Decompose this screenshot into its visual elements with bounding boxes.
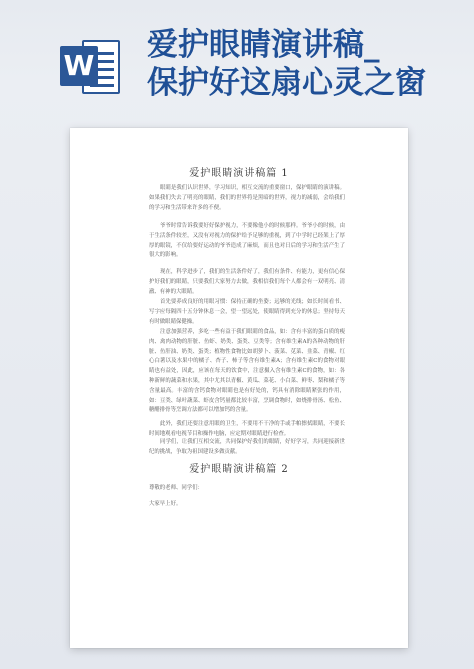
header-banner xyxy=(0,0,474,118)
word-document-icon xyxy=(60,36,122,98)
document-heading-1: 爱护眼睛演讲稿篇 1 xyxy=(189,168,289,179)
document-page xyxy=(70,128,408,648)
paragraph-4: 首先要养成良好的用眼习惯：保持正确的坐姿；远够的光线；如长时间看书、写字应每隔四十五分钟休息一会，望一望远处，使眼睛得到充分的休息；坚持每天有时做眼睛保健操。 xyxy=(149,299,345,325)
paragraph-1: 眼睛是我们认识世界，学习知识，相互交流的重要窗口，保护眼睛的演讲稿。如果我们失去了明亮的眼睛，我们的世界将是黑暗的世界，视力的减弱，会给我们的学习和生活带来许多的不便。 xyxy=(149,185,345,211)
paragraph-7: 同学们，让我们互相交流，共同保护好我们的眼睛，好好学习，共同迎接新世纪的挑战，争取为祖国建设多做贡献。 xyxy=(149,439,345,455)
paragraph-3: 现在，科学进步了，我们的生活条件好了，我们有条件、有能力，更有信心保护好我们的眼睛，只要我们大家努力去做，我相信我们每个人都会有一双明亮、清澈、有神的大眼睛。 xyxy=(149,269,345,295)
title-line-1: 爱护眼睛演讲稿_ xyxy=(147,27,380,63)
opening-line: 大家早上好。 xyxy=(149,501,182,507)
document-heading-2: 爱护眼睛演讲稿篇 2 xyxy=(189,464,289,475)
page-title xyxy=(147,26,467,102)
paragraph-6: 此外，我们还要注意用眼的卫生，不要用不干净的手或手帕擦拭眼睛，不要长时间地观看电视节目和操作电脑，应定期对眼睛进行检查。 xyxy=(149,421,345,437)
greeting-line: 尊敬的老师、同学们： xyxy=(149,485,203,491)
word-icon-letter: W xyxy=(60,46,98,86)
title-line-2: 保护好这扇心灵之窗 xyxy=(147,65,426,101)
paragraph-2: 爷爷时常告诉我要好好保护视力，不要像他小的时候那样。爷爷小的时候，由于生活条件较差，又没有对视力的保护给予足够的重视，到了中学时已经架上了厚厚的眼镜，不仅给要好运动的爷爷造成了麻烦，而且也对日后的学习和生活产生了很大的影响。 xyxy=(149,223,345,259)
paragraph-5: 注意加强营养，多吃一些有益于我们眼睛的食品，如：含有丰富的蛋白质的瘦肉、禽肉动物的肝脏、鱼虾、奶类、蛋类、豆类等；含有维生素A的各种动物的肝脏、鱼肝油、奶类、蛋类；植物性食物比如胡萝卜、菠菜、苋菜、韭菜、青椒、红心白薯以及水果中的橘子、杏子、柿子等含有维生素A；含有维生素C的食物对眼睛也有益处，因此，应该在每天的饮食中，注意摄入含有维生素C的食物，如：各种新鲜的蔬菜和水果，其中尤其以青椒、黄瓜、菜花、小白菜、鲜枣、梨和橘子等含量最高。丰富的含钙食物对眼睛也是有好处的，钙具有消除眼睛紧张的作用，如：豆类、绿叶蔬菜、虾皮含钙量都比较丰富，烹调食物时，如烧排骨汤、松鱼、糖醋排骨等烹调方法都可以增加钙的含量。 xyxy=(149,329,345,414)
